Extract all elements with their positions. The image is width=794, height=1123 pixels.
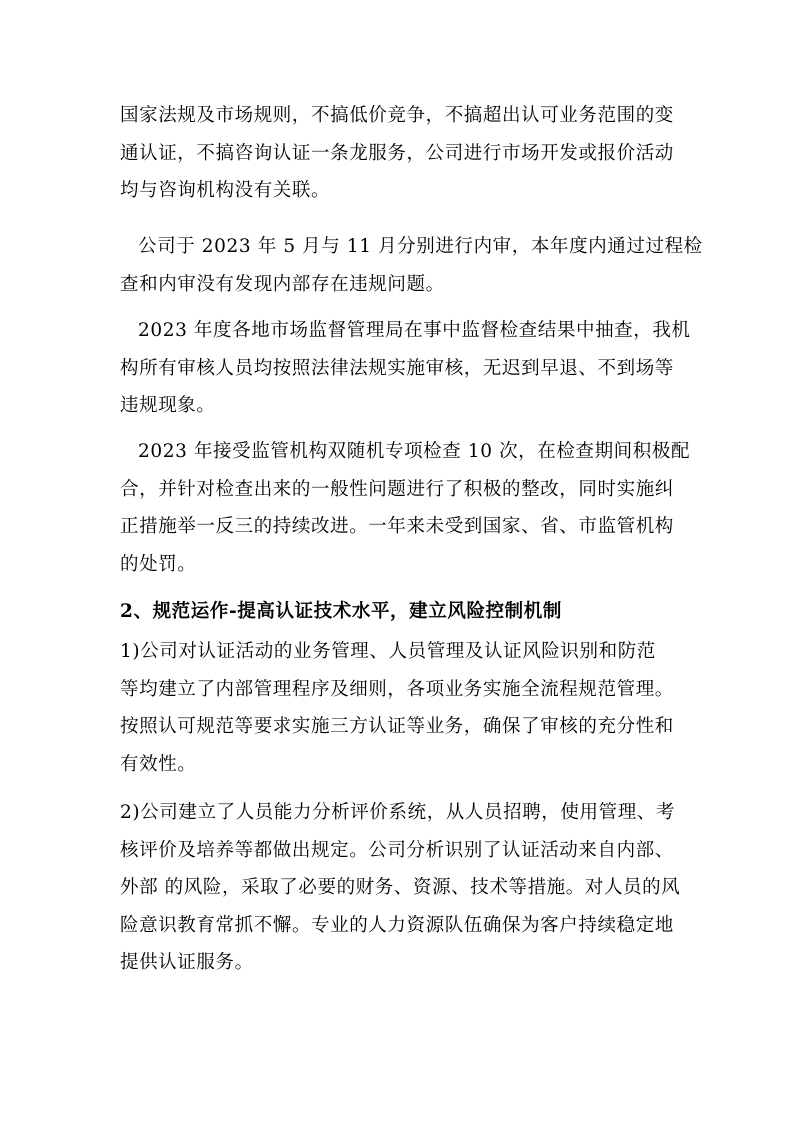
text-line: 国家法规及市场规则，不搞低价竞争，不搞超出认可业务范围的变	[120, 105, 674, 126]
paragraph-market-supervision	[120, 312, 691, 425]
text-line: 有效性。	[120, 753, 197, 775]
text-line: 均与咨询机构没有关联。	[120, 180, 331, 201]
paragraph-market-rules	[120, 97, 680, 210]
text-line: 外部 的风险，采取了必要的财务、资源、技术等措施。对人员的风	[120, 877, 681, 898]
paragraph-item-1	[120, 633, 680, 783]
text-line: 核评价及培养等都做出规定。公司分析识别了认证活动来自内部、	[120, 839, 674, 861]
text-line: 构所有审核人员均按照法律法规实施审核，无迟到早退、不到场等	[120, 357, 674, 379]
text-line: 险意识教育常抓不懈。专业的人力资源队伍确保为客户持续稳定地	[120, 914, 674, 936]
text-line: 查和内审没有发现内部存在违规问题。	[120, 273, 445, 295]
text-line: 1)公司对认证活动的业务管理、人员管理及认证风险识别和防范	[120, 641, 656, 662]
text-line: 按照认可规范等要求实施三方认证等业务，确保了审核的充分性和	[120, 716, 674, 737]
text-line: 等均建立了内部管理程序及细则，各项业务实施全流程规范管理。	[120, 678, 674, 700]
text-line: 2)公司建立了人员能力分析评价系统，从人员招聘，使用管理、考	[120, 802, 675, 823]
section-heading	[120, 593, 680, 631]
text-line: 公司于 2023 年 5 月与 11 月分别进行内审，本年度内通过过程检	[138, 236, 703, 257]
text-line: 正措施举一反三的持续改进。一年来未受到国家、省、市监管机构	[120, 516, 674, 537]
text-line: 通认证，不搞咨询认证一条龙服务，公司进行市场开发或报价活动	[120, 142, 674, 164]
text-line: 提供认证服务。	[120, 952, 254, 973]
text-line: 的处罚。	[120, 553, 197, 575]
section-heading-text: 2、规范运作-提高认证技术水平，建立风险控制机制	[120, 601, 562, 622]
text-line: 2023 年接受监管机构双随机专项检查 10 次，在检查期间积极配	[138, 441, 691, 462]
text-line: 2023 年度各地市场监督管理局在事中监督检查结果中抽查，我机	[138, 320, 691, 341]
text-line: 合，并针对检查出来的一般性问题进行了积极的整改，同时实施纠	[120, 478, 674, 500]
text-line: 违规现象。	[120, 395, 216, 416]
paragraph-internal-audit	[120, 228, 703, 303]
paragraph-item-2	[120, 794, 680, 982]
paragraph-special-inspection	[120, 433, 691, 583]
